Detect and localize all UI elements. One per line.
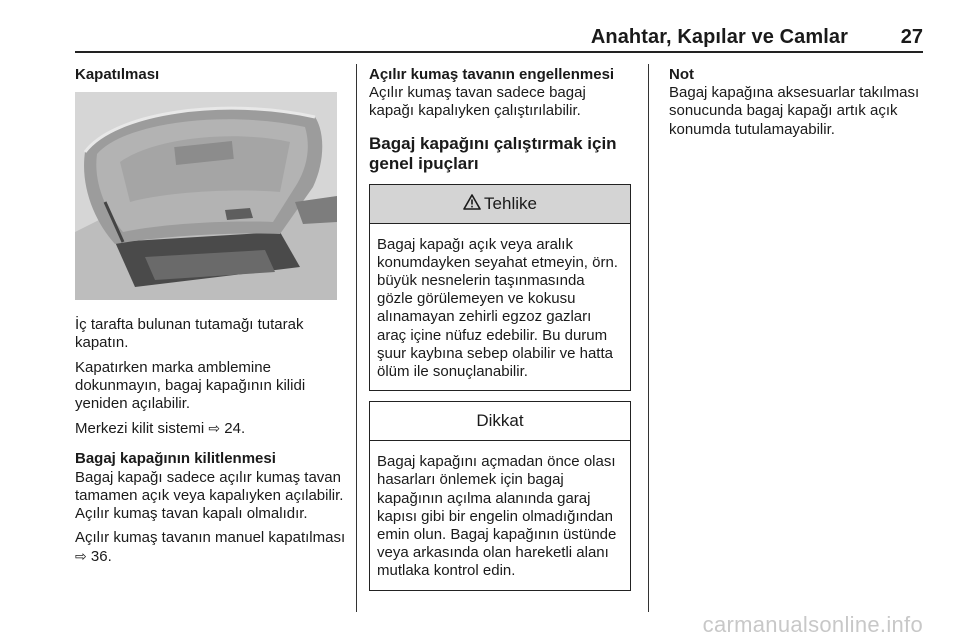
danger-box-text: Bagaj kapağı açık veya aralık konumdayken seyahat etmeyin, örn. büyük nesnelerin taşınmasında gözle görülemeyen ve kokusu alınamayan zehirli egzoz gazları araç içine nüfuz edebilir. Bu durum şuur kaybına sebep olabilir ve hatta ölüm ile sonuçlanabilir. <box>377 235 618 381</box>
trunk-lid-photo <box>75 92 337 300</box>
caution-box-title: Dikkat <box>476 411 524 431</box>
manual-close-text: Açılır kumaş tavanın manuel kapatılması <box>75 529 346 547</box>
central-locking-text: Merkezi kilit sistemi <box>75 420 209 438</box>
paragraph-emblem-note: Kapatırken marka amblemine dokunmayın, bagaj kapağının kilidi yeniden açılabilir. <box>75 358 306 413</box>
paragraph-close-instruction: İç tarafta bulunan tutamağı tutarak kapatın. <box>75 316 304 352</box>
page-ref-arrow-icon: ⇨ <box>75 548 87 565</box>
watermark: carmanualsonline.info <box>702 612 923 637</box>
central-locking-page-ref[interactable]: 24. <box>220 420 246 438</box>
manual-close-page-ref[interactable]: 36. <box>86 548 112 566</box>
column-right <box>669 66 931 139</box>
warning-triangle-icon <box>463 194 481 214</box>
column-divider-1 <box>356 64 357 612</box>
column-middle <box>369 66 631 591</box>
section-title-general-tips: Bagaj kapağını çalıştırmak için genel ipuçları <box>369 133 617 173</box>
caution-box-header <box>370 402 630 441</box>
paragraph-central-locking-ref <box>75 419 347 438</box>
page-header-title: Anahtar, Kapılar ve Camlar <box>590 26 848 48</box>
page-number: 27 <box>900 26 923 48</box>
page-ref-arrow-icon: ⇨ <box>208 420 221 437</box>
paragraph-roof-blocking: Açılır kumaş tavan sadece bagaj kapağı kapalıyken çalıştırılabilir. <box>369 84 586 120</box>
danger-box-title: Tehlike <box>484 193 537 213</box>
column-left <box>75 66 347 567</box>
caution-box-text: Bagaj kapağını açmadan önce olası hasarları önlemek için bagaj kapağının açılma alanında garaj kapısı gibi bir engelin olmadığından emin olun. Bagaj kapağının üstünde veya arkasında olan hareketli alanı mutlaka kontrol edin. <box>377 453 617 580</box>
column-divider-2 <box>648 64 649 612</box>
subhead-roof-blocking: Açılır kumaş tavanın engellenmesi <box>369 66 615 83</box>
header-divider <box>75 51 923 53</box>
paragraph-trunk-locking: Bagaj kapağı sadece açılır kumaş tavan tamamen açık veya kapalıyken açılabilir. Açılır kumaş tavan kapalı olmalıdır. <box>75 468 344 523</box>
subhead-trunk-locking: Bagaj kapağının kilitlenmesi <box>75 450 276 468</box>
paragraph-note: Bagaj kapağına aksesuarlar takılması sonucunda bagaj kapağı artık açık konumda tutulamayabilir. <box>669 84 920 138</box>
caution-box <box>369 401 631 590</box>
danger-box <box>369 184 631 392</box>
danger-box-header <box>370 185 630 224</box>
subhead-note: Not <box>669 66 694 83</box>
subhead-closing: Kapatılması <box>75 66 160 83</box>
trunk-lid-illustration <box>75 92 337 300</box>
paragraph-manual-close-ref <box>75 529 347 566</box>
